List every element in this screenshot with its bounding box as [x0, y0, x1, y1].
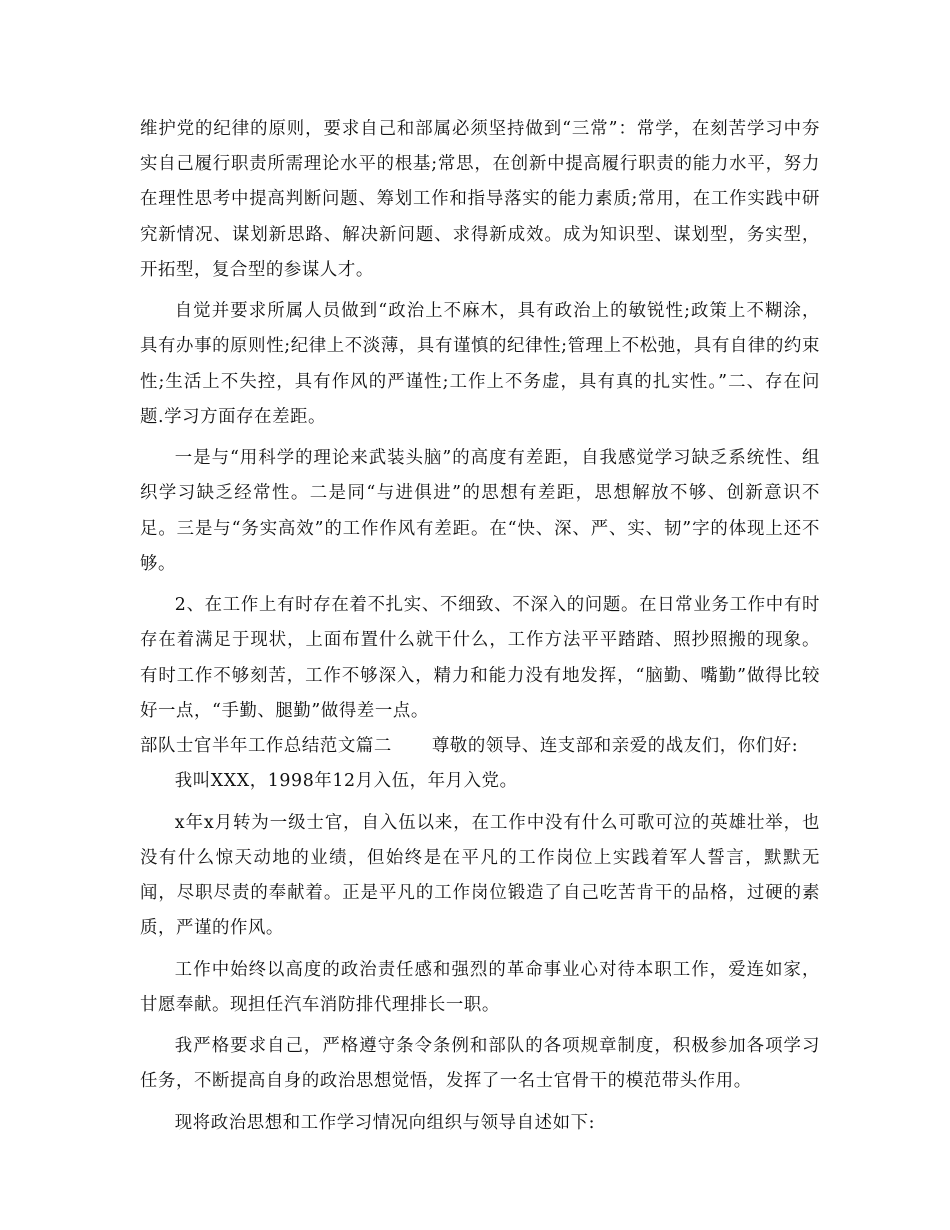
paragraph-9: 现将政治思想和工作学习情况向组织与领导自述如下: — [174, 1112, 596, 1133]
greeting-text: 尊敬的领导、连支部和亲爱的战友们，你们好: — [431, 736, 799, 757]
section-title: 部队士官半年工作总结范文篇二 — [140, 736, 392, 757]
paragraph-5: 我叫XXX，1998年12月入伍，年月入党。 — [174, 771, 518, 792]
paragraph-6: x年x月转为一级士官，自入伍以来，在工作中没有什么可歌可泣的英雄壮举，也没有什么惊天动地的业绩，但始终是在平凡的工作岗位上实践着军人誓言，默默无闻，尽职尽责的奉献着。正是平凡的工作岗位锻造了自己吃苦肯干的品格，过硬的素质，严谨的作风。 — [140, 812, 820, 939]
paragraph-2: 自觉并要求所属人员做到“政治上不麻木，具有政治上的敏锐性;政策上不糊涂，具有办事的原则性;纪律上不淡薄，具有谨慎的纪律性;管理上不松弛，具有自律的约束性;生活上不失控，具有作风的严谨性;工作上不务虚，具有真的扎实性。”二、存在问题.学习方面存在差距。 — [140, 301, 820, 427]
paragraph-8: 我严格要求自己，严格遵守条令条例和部队的各项规章制度，积极参加各项学习任务，不断提高自身的政治思想觉悟，发挥了一名士官骨干的模范带头作用。 — [140, 1036, 820, 1092]
section-heading — [140, 729, 820, 764]
paragraph-1: 维护党的纪律的原则，要求自己和部属必须坚持做到“三常”：常学，在刻苦学习中夯实自己履行职责所需理论水平的根基;常思，在创新中提高履行职责的能力水平，努力在理性思考中提高判断问题、筹划工作和指导落实的能力素质;常用，在工作实践中研究新情况、谋划新思路、解决新问题、求得新成效。成为知识型、谋划型，务实型，开拓型，复合型的参谋人才。 — [140, 119, 820, 280]
document-body — [140, 112, 820, 1147]
paragraph-4: 2、在工作上有时存在着不扎实、不细致、不深入的问题。在日常业务工作中有时存在着满足于现状，上面布置什么就干什么，工作方法平平踏踏、照抄照搬的现象。有时工作不够刻苦，工作不够深入，精力和能力没有地发挥，“脑勤、嘴勤”做得比较好一点，“手勤、腿勤”做得差一点。 — [140, 595, 820, 721]
paragraph-3: 一是与“用科学的理论来武装头脑”的高度有差距，自我感觉学习缺乏系统性、组织学习缺乏经常性。二是同“与进俱进”的思想有差距，思想解放不够、创新意识不足。三是与“务实高效”的工作作风有差距。在“快、深、严、实、韧”字的体现上还不够。 — [140, 448, 820, 574]
paragraph-7: 工作中始终以高度的政治责任感和强烈的革命事业心对待本职工作，爱连如家，甘愿奉献。现担任汽车消防排代理排长一职。 — [140, 959, 820, 1015]
